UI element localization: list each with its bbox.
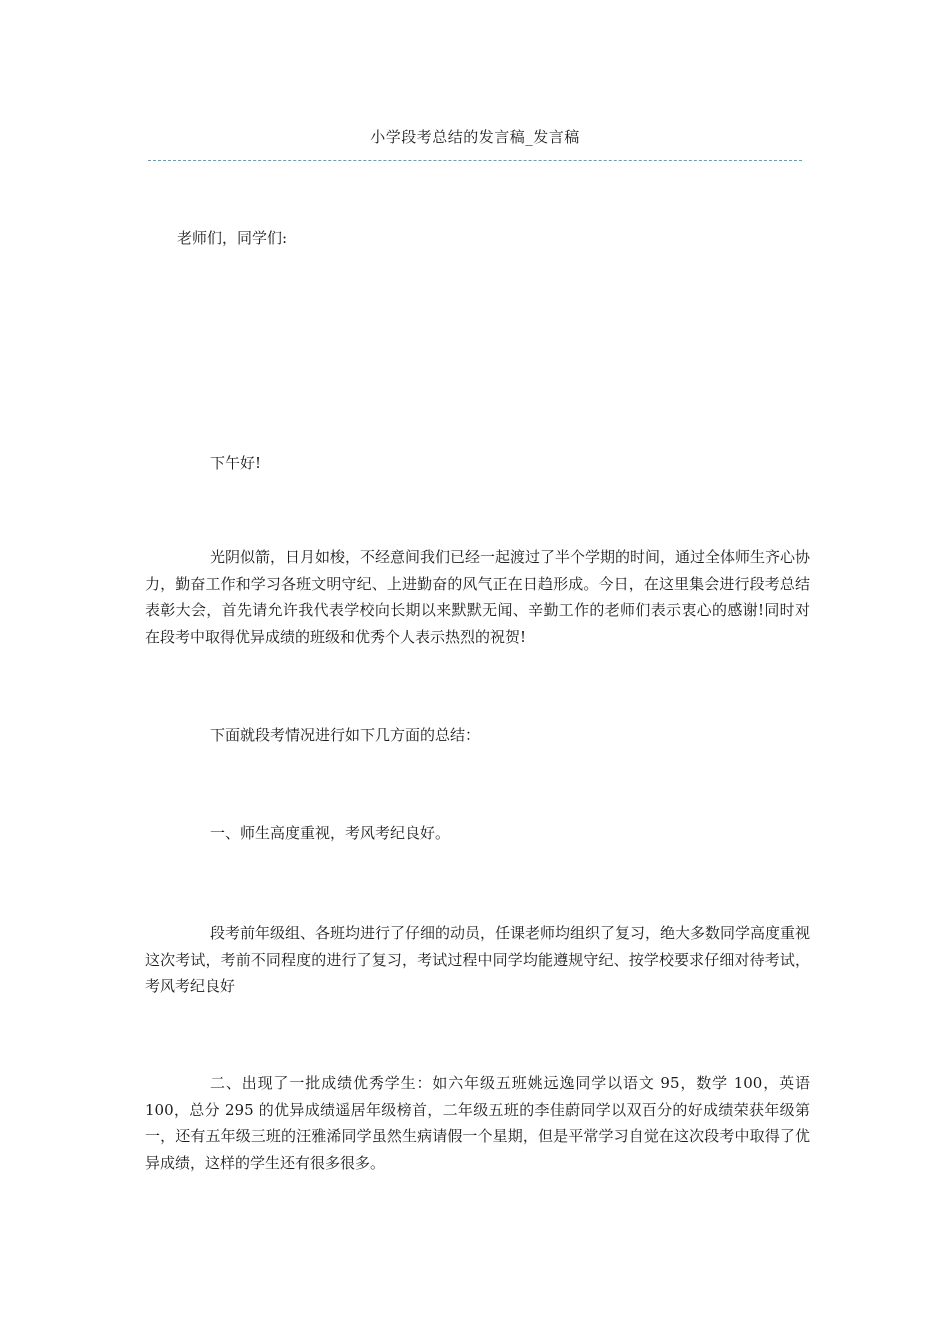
greeting: 下午好!	[210, 454, 262, 472]
document-title: 小学段考总结的发言稿_发言稿	[370, 128, 580, 146]
paragraph-summary-intro: 下面就段考情况进行如下几方面的总结：	[210, 726, 481, 744]
paragraph-section-2: 二、出现了一批成绩优秀学生：如六年级五班姚远逸同学以语文 95，数学 100，英语 100，总分 295 的优异成绩遥居年级榜首，二年级五班的李佳蔚同学以双百分的好成绩荣获年级第一，还有五年级三班的汪雅浠同学虽然生病请假一个星期，但是平常学习自觉在这次段考中取得了优异成绩，这样的学生还有很多很多。	[145, 1074, 810, 1172]
title-divider	[148, 160, 802, 161]
paragraph-opening: 光阴似箭，日月如梭，不经意间我们已经一起渡过了半个学期的时间，通过全体师生齐心协力，勤奋工作和学习各班文明守纪、上进勤奋的风气正在日趋形成。今日，在这里集会进行段考总结表彰大会，首先请允许我代表学校向长期以来默默无闻、辛勤工作的老师们表示衷心的感谢!同时对在段考中取得优异成绩的班级和优秀个人表示热烈的祝贺!	[145, 548, 811, 646]
section-heading-1: 一、师生高度重视，考风考纪良好。	[210, 824, 451, 842]
salutation: 老师们，同学们:	[177, 229, 288, 247]
paragraph-section-1: 段考前年级组、各班均进行了仔细的动员，任课老师均组织了复习，绝大多数同学高度重视这次考试，考前不同程度的进行了复习，考试过程中同学均能遵规守纪、按学校要求仔细对待考试，考风考纪良好	[145, 924, 811, 995]
